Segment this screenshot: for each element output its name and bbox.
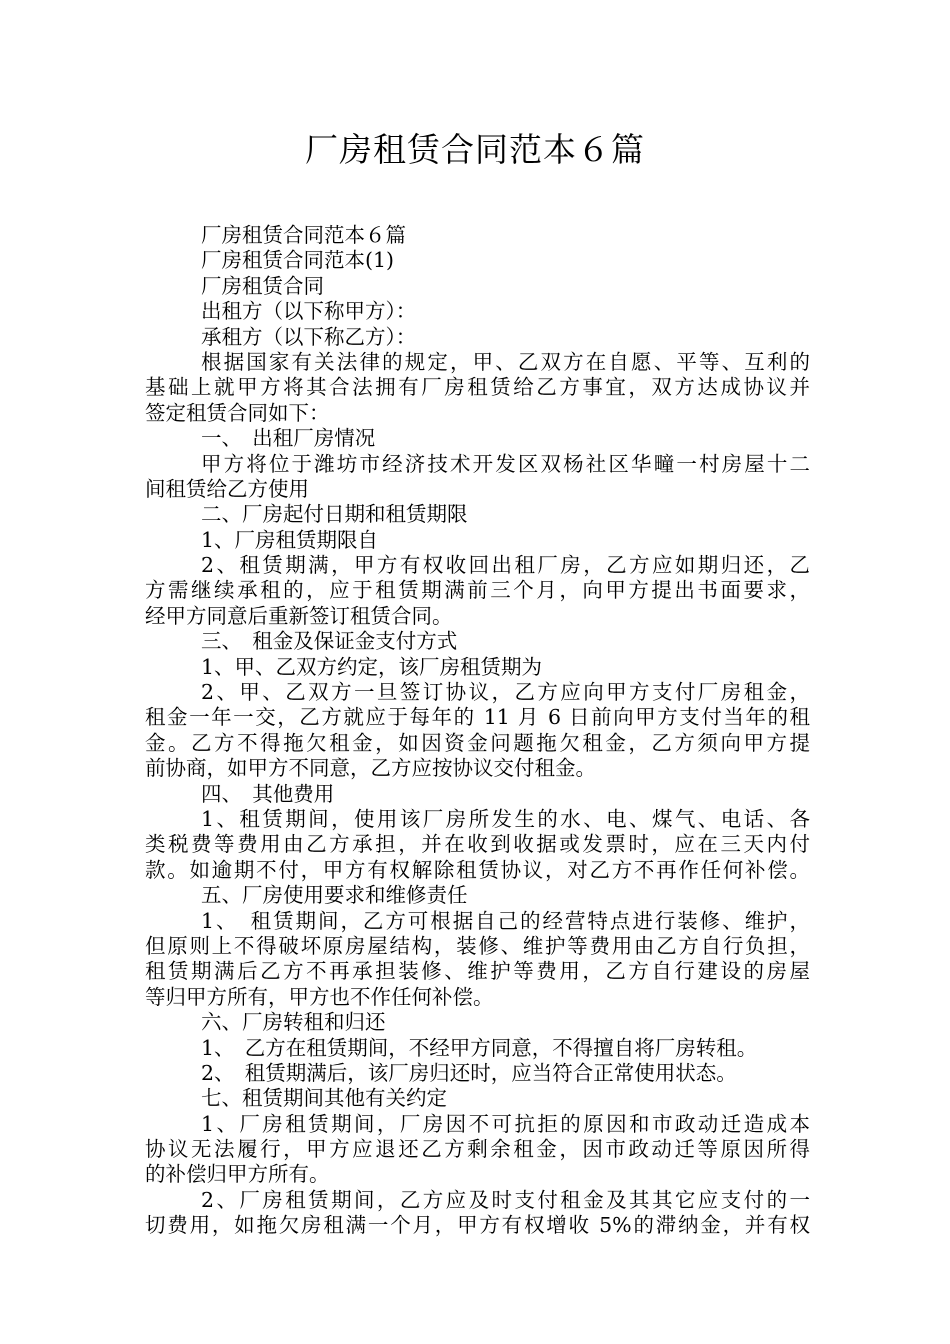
section-heading: 一、 出租厂房情况: [201, 426, 376, 451]
text-line: 1、厂房租赁期间，厂房因不可抗拒的原因和市政动迁造成本: [201, 1111, 810, 1136]
text-line: 厂房租赁合同: [201, 273, 324, 298]
document-title: 厂房租赁合同范本６篇: [305, 130, 645, 169]
section-heading: 六、厂房转租和归还: [201, 1010, 386, 1035]
text-line: 方需继续承租的，应于租赁期满前三个月，向甲方提出书面要求，: [145, 578, 810, 603]
text-line: 2、租赁期满，甲方有权收回出租厂房，乙方应如期归还，乙: [201, 553, 810, 578]
section-heading: 三、 租金及保证金支付方式: [201, 629, 458, 654]
text-line: 1、租赁期间，使用该厂房所发生的水、电、煤气、电话、各: [201, 806, 810, 831]
text-line: 但原则上不得破坏原房屋结构，装修、维护等费用由乙方自行负担，: [145, 933, 810, 958]
text-line: 2、 租赁期满后，该厂房归还时，应当符合正常使用状态。: [201, 1060, 737, 1085]
text-line: 厂房租赁合同范本６篇: [201, 223, 406, 247]
text-line: 2、厂房租赁期间，乙方应及时支付租金及其其它应支付的一: [201, 1187, 810, 1212]
text-line: 间租赁给乙方使用: [145, 476, 309, 501]
text-line: 厂房租赁合同范本(1): [201, 248, 395, 273]
text-line: 出租方（以下称甲方）：: [201, 299, 417, 324]
text-line: 1、 乙方在租赁期间，不经甲方同意，不得擅自将厂房转租。: [201, 1035, 758, 1060]
text-line: 1、厂房租赁期限自: [201, 527, 379, 552]
text-line: 签定租赁合同如下：: [145, 400, 330, 425]
text-line: 金。乙方不得拖欠租金，如因资金问题拖欠租金，乙方须向甲方提: [145, 730, 810, 755]
text-line: 2、甲、乙双方一旦签订协议，乙方应向甲方支付厂房租金，: [201, 680, 810, 705]
text-line: 1、甲、乙双方约定，该厂房租赁期为: [201, 654, 543, 679]
text-line: 款。如逾期不付，甲方有权解除租赁协议，对乙方不再作任何补偿。: [145, 857, 810, 882]
text-line: 类税费等费用由乙方承担，并在收到收据或发票时，应在三天内付: [145, 832, 810, 857]
text-line: 甲方将位于潍坊市经济技术开发区双杨社区华疃一村房屋十二: [201, 451, 810, 476]
section-heading: 四、 其他费用: [201, 781, 335, 806]
text-line: 承租方（以下称乙方）：: [201, 324, 417, 349]
document-body: [145, 223, 810, 1239]
section-heading: 七、租赁期间其他有关约定: [201, 1086, 447, 1111]
text-line: 租赁期满后乙方不再承担装修、维护等费用，乙方自行建设的房屋: [145, 959, 810, 984]
text-line: 经甲方同意后重新签订租赁合同。: [145, 603, 453, 628]
text-line: 的补偿归甲方所有。: [145, 1162, 330, 1187]
section-heading: 二、厂房起付日期和租赁期限: [201, 502, 468, 527]
text-line: 租金一年一交，乙方就应于每年的 11 月 6 日前向甲方支付当年的租: [145, 705, 810, 730]
section-heading: 五、厂房使用要求和维修责任: [201, 883, 468, 908]
text-line: 根据国家有关法律的规定，甲、乙双方在自愿、平等、互利的: [201, 349, 810, 374]
text-line: 前协商，如甲方不同意，乙方应按协议交付租金。: [145, 756, 596, 781]
text-line: 切费用，如拖欠房租满一个月，甲方有权增收 5%的滞纳金，并有权: [145, 1213, 810, 1238]
text-line: 等归甲方所有，甲方也不作任何补偿。: [145, 984, 494, 1009]
text-line: 1、 租赁期间，乙方可根据自己的经营特点进行装修、维护，: [201, 908, 810, 933]
text-line: 协议无法履行，甲方应退还乙方剩余租金，因市政动迁等原因所得: [145, 1137, 810, 1162]
text-line: 基础上就甲方将其合法拥有厂房租赁给乙方事宜，双方达成协议并: [145, 375, 810, 400]
